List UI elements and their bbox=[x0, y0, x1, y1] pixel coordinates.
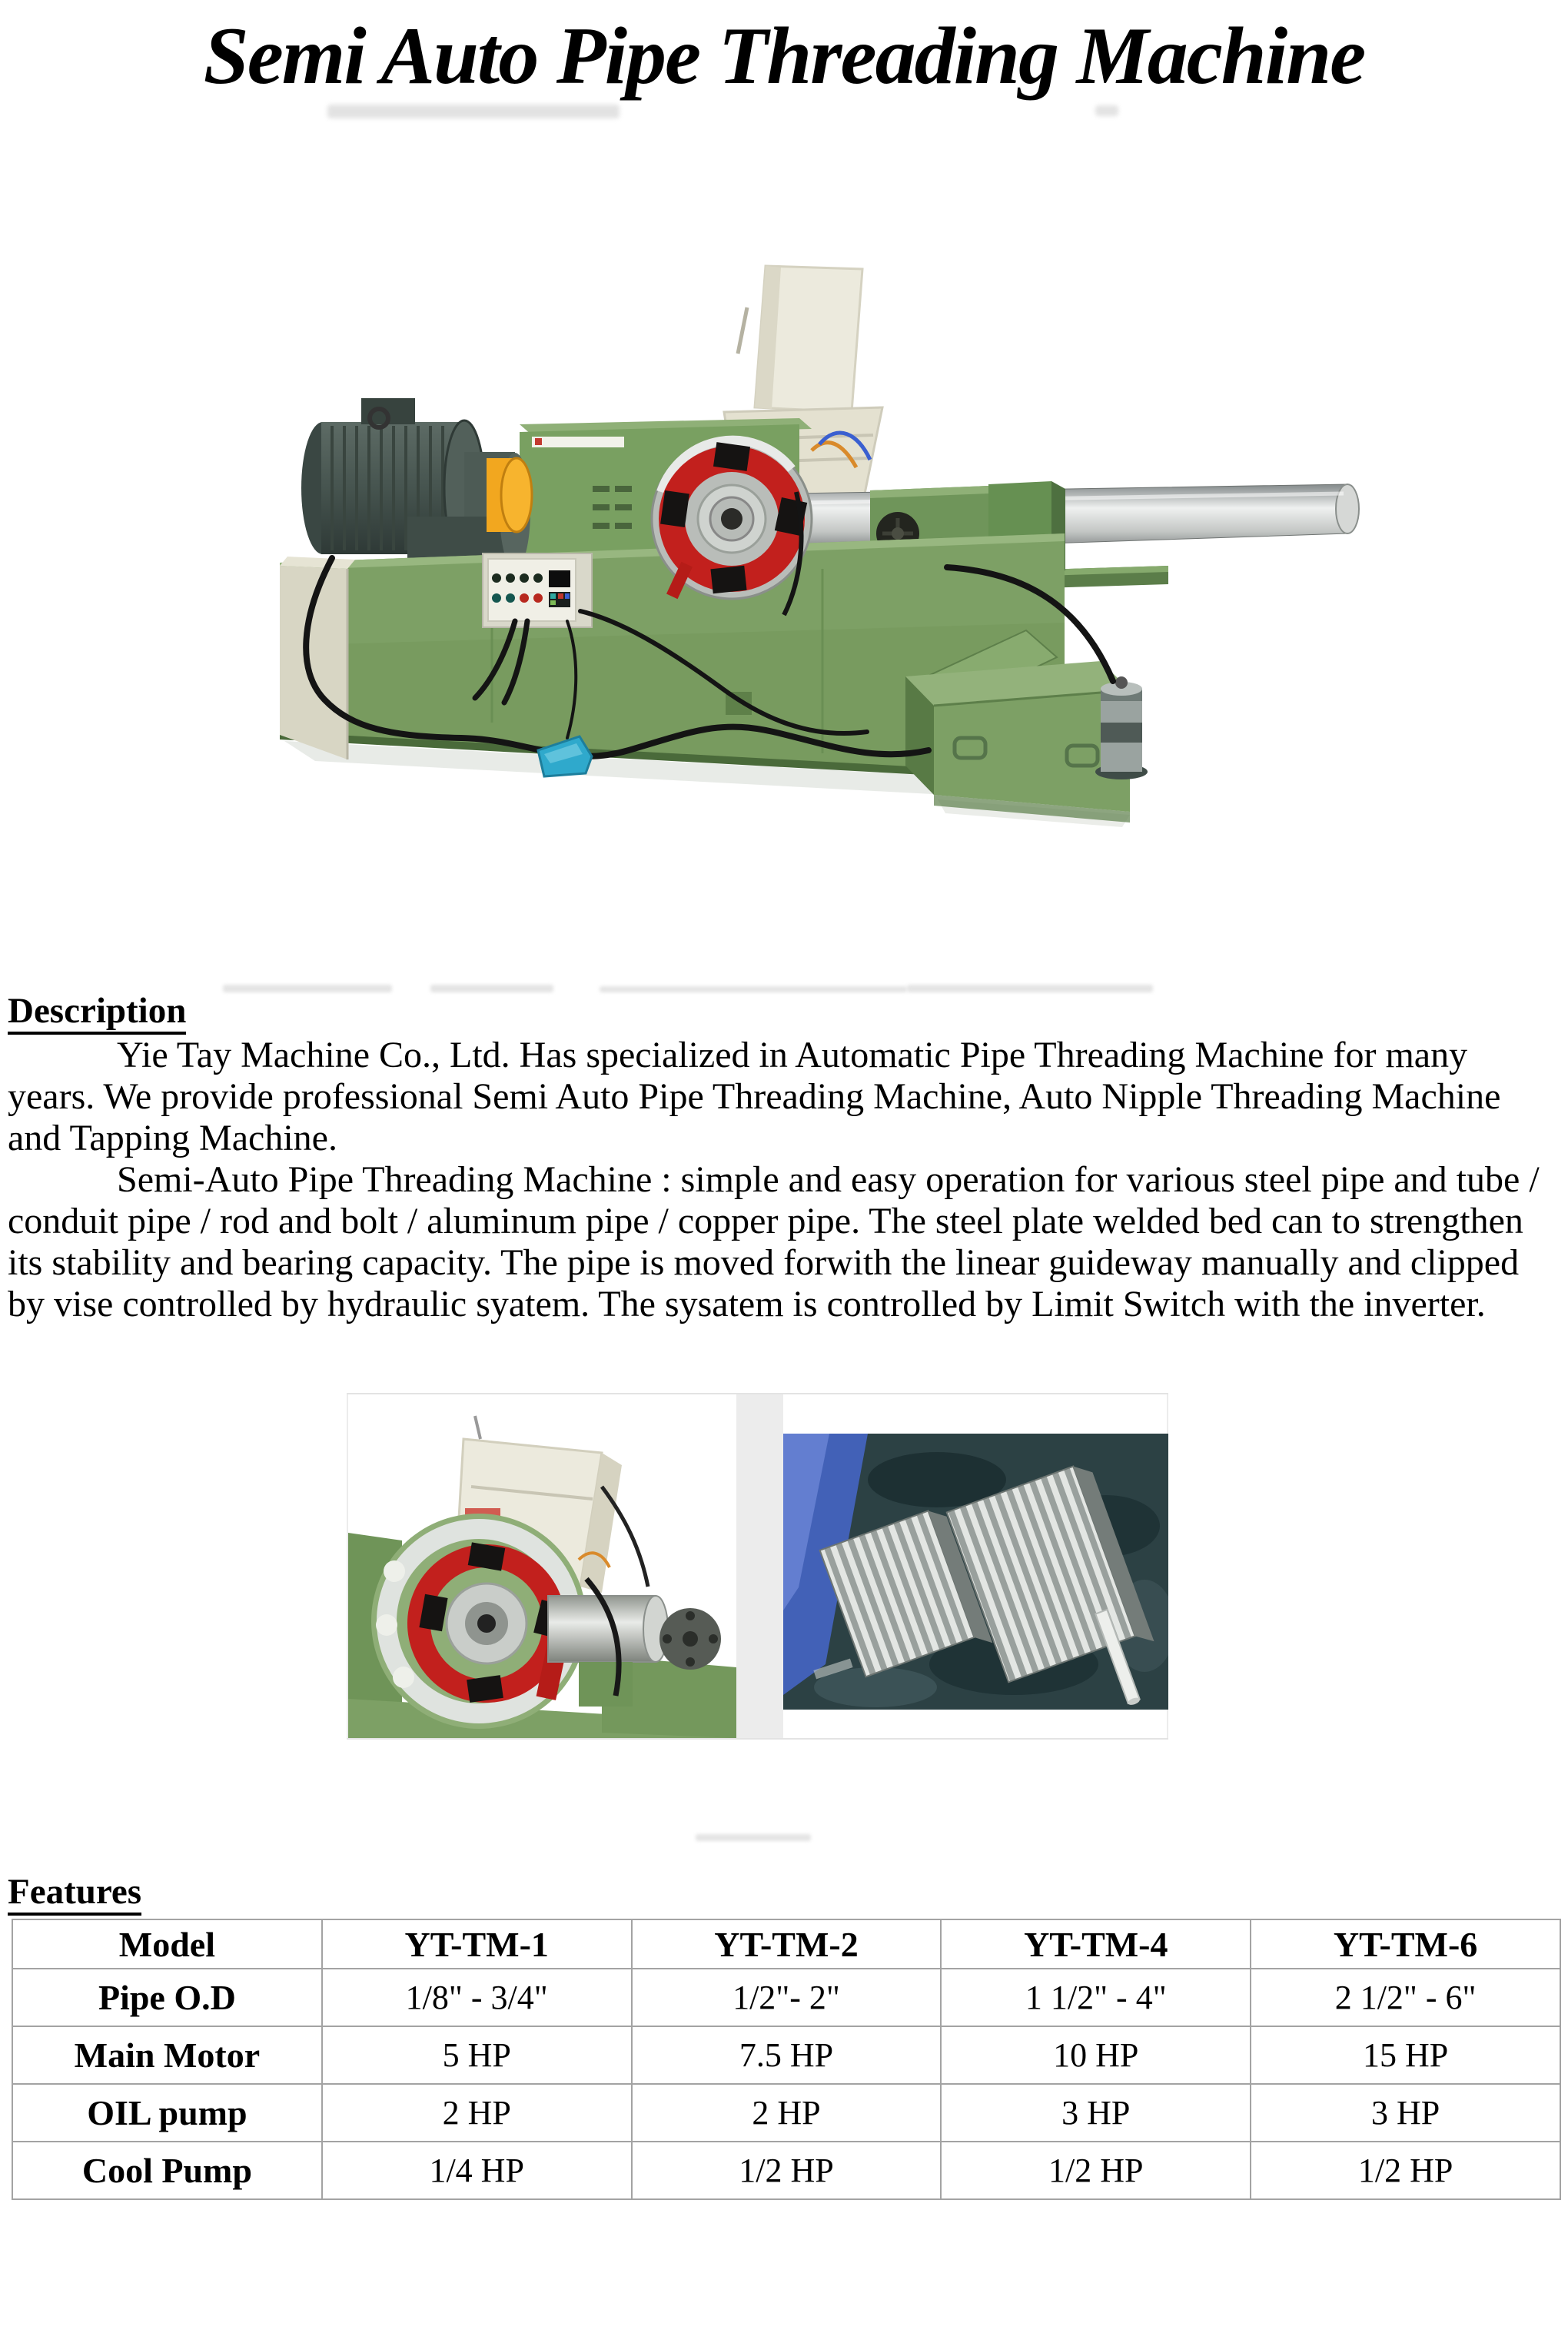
chuck-closeup-illustration bbox=[348, 1394, 736, 1738]
cell: 1/2"- 2" bbox=[632, 1969, 942, 2026]
row-label: Pipe O.D bbox=[12, 1969, 322, 2026]
cell: 2 HP bbox=[632, 2084, 942, 2142]
cell: 1/2 HP bbox=[941, 2142, 1251, 2199]
table-row-oil-pump bbox=[12, 2084, 1560, 2142]
main-product-photo bbox=[131, 261, 1437, 830]
thumbnail-row bbox=[347, 1393, 1168, 1740]
oil-tank bbox=[905, 661, 1130, 823]
watermark-artifact bbox=[327, 105, 620, 118]
cell: 1/2 HP bbox=[1251, 2142, 1560, 2199]
coolant-pump bbox=[1095, 676, 1148, 779]
row-label: Cool Pump bbox=[12, 2142, 322, 2199]
thumbnail-chuck-closeup bbox=[347, 1394, 736, 1738]
threading-dies-illustration bbox=[783, 1434, 1168, 1710]
cell: 5 HP bbox=[322, 2026, 632, 2084]
watermark-artifact bbox=[1095, 105, 1118, 116]
cell: 3 HP bbox=[1251, 2084, 1560, 2142]
coupling-guard bbox=[487, 458, 532, 532]
cell: 1/2 HP bbox=[632, 2142, 942, 2199]
cell: 2 1/2" - 6" bbox=[1251, 1969, 1560, 2026]
scan-streak bbox=[696, 1834, 811, 1841]
description-paragraph-2: Semi-Auto Pipe Threading Machine : simple and easy operation for various steel pipe and tube / conduit pipe / rod and bolt / aluminum pipe / copper pipe. The steel plate welded bed can to strengthen its stability and bearing capacity. The pipe is moved forwith the linear guideway manually and clipped by vise controlled by hydraulic syatem. The sysatem is controlled by Limit Switch with the inverter. bbox=[8, 1158, 1540, 1324]
table-row-pipe-od bbox=[12, 1969, 1560, 2026]
die-head-chuck bbox=[652, 439, 812, 599]
description-paragraph-1: Yie Tay Machine Co., Ltd. Has specialized in Automatic Pipe Threading Machine for many years. We provide professional Semi Auto Pipe Threading Machine, Auto Nipple Threading Machine and Tapping Machine. bbox=[8, 1034, 1501, 1158]
header-yt-tm-6: YT-TM-6 bbox=[1251, 1919, 1560, 1969]
header-model: Model bbox=[12, 1919, 322, 1969]
description-section bbox=[8, 992, 1560, 1325]
cell: 15 HP bbox=[1251, 2026, 1560, 2084]
features-heading: Features bbox=[8, 1873, 141, 1916]
cell: 1/8" - 3/4" bbox=[322, 1969, 632, 2026]
row-label: OIL pump bbox=[12, 2084, 322, 2142]
cell: 10 HP bbox=[941, 2026, 1251, 2084]
page-title: Semi Auto Pipe Threading Machine bbox=[203, 11, 1365, 101]
table-row-main-motor bbox=[12, 2026, 1560, 2084]
cell: 3 HP bbox=[941, 2084, 1251, 2142]
inverter-display bbox=[549, 570, 570, 587]
header-yt-tm-2: YT-TM-2 bbox=[632, 1919, 942, 1969]
header-yt-tm-1: YT-TM-1 bbox=[322, 1919, 632, 1969]
machine-illustration bbox=[131, 261, 1437, 830]
thumbnail-gap bbox=[736, 1394, 783, 1738]
description-heading: Description bbox=[8, 992, 186, 1035]
cell: 1/4 HP bbox=[322, 2142, 632, 2199]
table-header-row bbox=[12, 1919, 1560, 1969]
row-label: Main Motor bbox=[12, 2026, 322, 2084]
specifications-table bbox=[12, 1919, 1561, 2200]
thumbnail-threading-dies bbox=[783, 1394, 1168, 1738]
header-yt-tm-4: YT-TM-4 bbox=[941, 1919, 1251, 1969]
control-panel bbox=[483, 553, 592, 627]
features-section bbox=[8, 1873, 141, 1916]
cell: 2 HP bbox=[322, 2084, 632, 2142]
cell: 1 1/2" - 4" bbox=[941, 1969, 1251, 2026]
table-row-cool-pump bbox=[12, 2142, 1560, 2199]
cell: 7.5 HP bbox=[632, 2026, 942, 2084]
